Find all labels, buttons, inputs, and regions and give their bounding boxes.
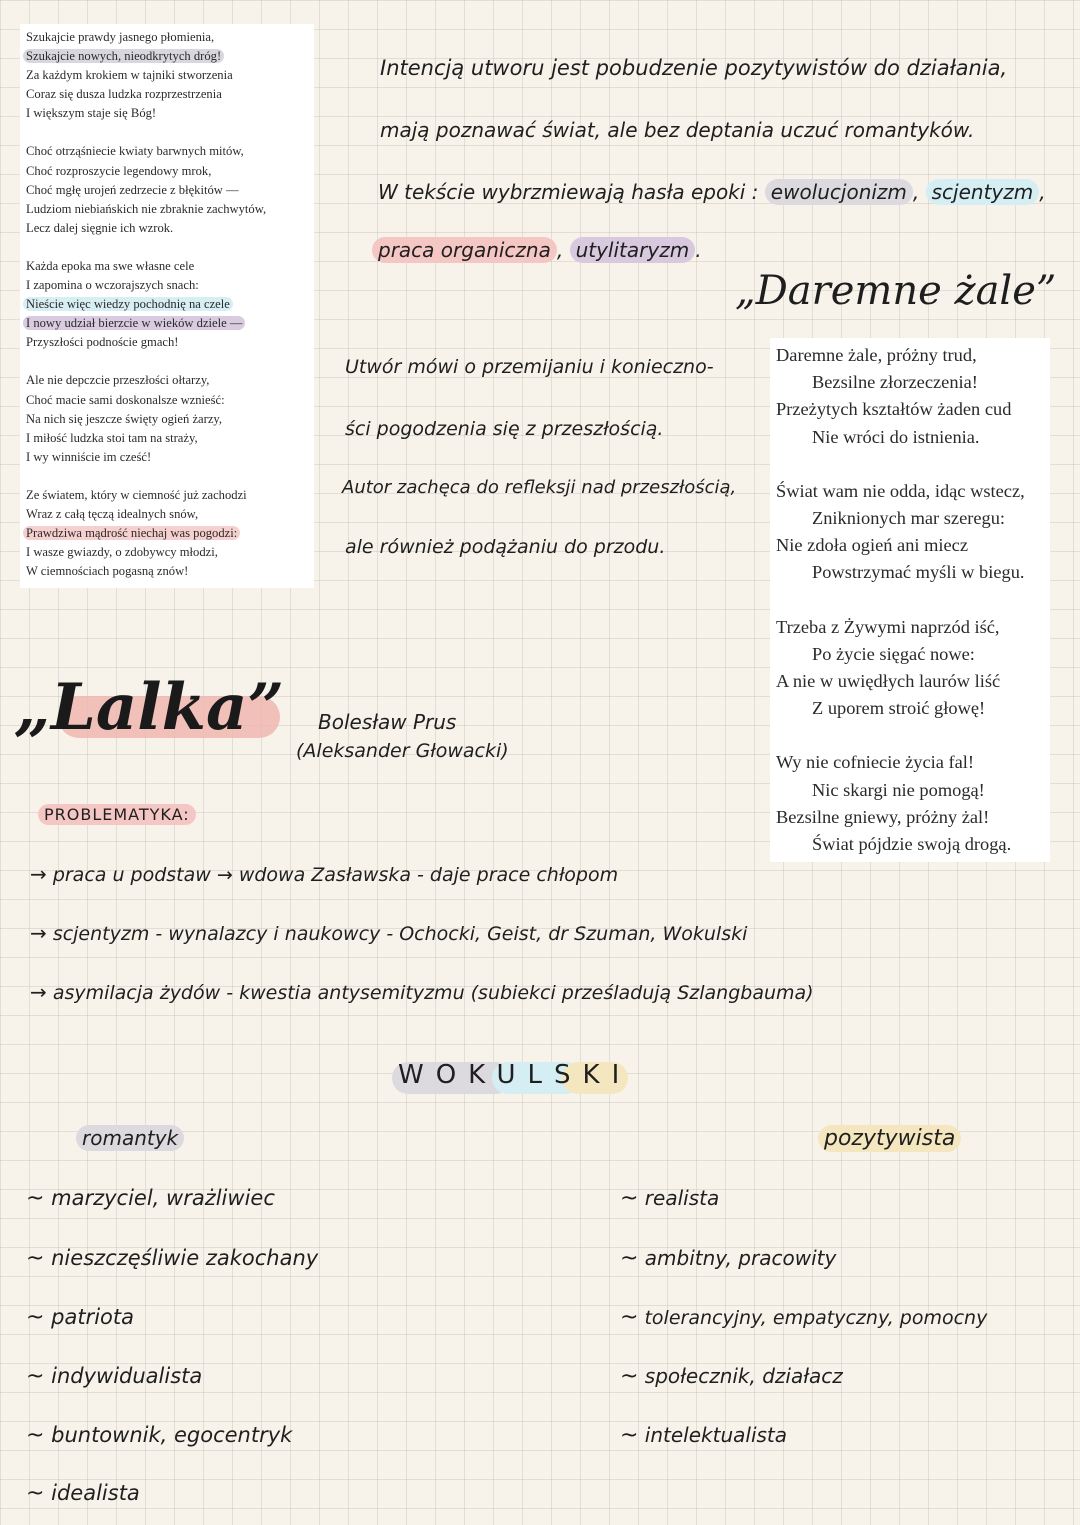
problematyka-label — [38, 805, 196, 824]
poem-left — [20, 24, 314, 588]
tilde-bullet-icon: ~ — [26, 1246, 45, 1271]
poem-line: Coraz się dusza ludzka rozprzestrzenia — [26, 87, 222, 102]
daremne-note-3: Autor zachęca do refleksji nad przeszłością, — [342, 477, 737, 498]
intro-line-3: W tekście wybrzmiewają hasła epoki : ewolucjonizm , scjentyzm , — [378, 180, 1046, 204]
poem-line-highlighted: I nowy udział bierzcie w wieków dziele — — [23, 316, 245, 330]
arrow-right-icon: → — [30, 921, 47, 945]
list-item-text: patriota — [51, 1305, 134, 1329]
poem-line: Ale nie depczcie przeszłości ołtarzy, — [26, 373, 210, 388]
daremne-title: „Daremne żale” — [735, 268, 1057, 314]
poem-line-highlighted: Nieście więc wiedzy pochodnię na czele — [23, 297, 233, 311]
list-item-text: realista — [644, 1186, 720, 1210]
poem-line: A nie w uwiędłych laurów liść — [776, 671, 1001, 692]
romantyk-item-2 — [26, 1246, 318, 1271]
poem-left-stanza-3 — [26, 257, 308, 352]
poem-line: Ludziom niebiańskich nie zbraknie zachwytów, — [26, 201, 267, 216]
poem-line: Każda epoka ma swe własne cele — [26, 258, 195, 273]
poem-line: Świat pójdzie swoją drogą. — [812, 834, 1012, 855]
pozytywista-item-3 — [620, 1305, 987, 1330]
poem-line: Nie wróci do istnienia. — [812, 426, 980, 447]
daremne-note-2: ści pogodzenia się z przeszłością. — [345, 418, 664, 440]
problem-item-2 — [30, 921, 747, 945]
poem-line: Szukajcie prawdy jasnego płomienia, — [26, 30, 215, 44]
list-item-text: nieszczęśliwie zakochany — [51, 1246, 319, 1270]
poem-line: I większym staje się Bóg! — [26, 106, 157, 121]
poem-line: Nie zdoła ogień ani miecz — [776, 535, 968, 556]
pozytywista-label — [818, 1126, 961, 1151]
list-item-text: społecznik, działacz — [644, 1364, 843, 1388]
intro-line-1: Intencją utworu jest pobudzenie pozytywistów do działania, — [380, 56, 1008, 80]
poem-line: Wraz z całą tęczą idealnych snów, — [26, 506, 199, 521]
poem-line: Z uporem stroić głowę! — [812, 698, 986, 719]
poem-line: I wy winniście im cześć! — [26, 449, 152, 464]
arrow-right-icon: → — [30, 862, 47, 886]
poem-line: Ze światem, który w ciemność już zachodzi — [26, 487, 247, 502]
list-item-text: ambitny, pracowity — [644, 1246, 837, 1270]
romantyk-label-text: romantyk — [76, 1125, 184, 1151]
problem-item-text: asymilacja żydów - kwestia antysemityzmu (subiekci prześladują Szlangbauma) — [52, 982, 814, 1004]
tilde-bullet-icon: ~ — [26, 1186, 45, 1211]
poem-line: W ciemnościach pogasną znów! — [26, 564, 189, 579]
poem-right-stanza-3 — [776, 614, 1044, 723]
tag-ewolucjonizm: ewolucjonizm — [765, 179, 913, 205]
poem-line: I miłość ludzka stoi tam na straży, — [26, 430, 198, 445]
problem-item-text: praca u podstaw → wdowa Zasławska - daje prace chłopom — [52, 864, 619, 886]
pozytywista-item-2 — [620, 1246, 836, 1271]
poem-line: I zapomina o wczorajszych snach: — [26, 278, 199, 293]
list-item-text: tolerancyjny, empatyczny, pomocny — [644, 1307, 988, 1329]
poem-line: Trzeba z Żywymi naprzód iść, — [776, 616, 1000, 637]
poem-line: Przyszłości podnoście gmach! — [26, 335, 179, 350]
poem-line: Świat wam nie odda, idąc wstecz, — [776, 480, 1025, 501]
lalka-author: Bolesław Prus — [318, 710, 457, 734]
wokulski-title: WOKULSKI — [398, 1060, 632, 1090]
tilde-bullet-icon: ~ — [26, 1481, 45, 1506]
daremne-note-1: Utwór mówi o przemijaniu i konieczno- — [345, 356, 714, 378]
poem-line: Za każdym krokiem w tajniki stworzenia — [26, 68, 233, 83]
poem-right-stanza-2 — [776, 478, 1044, 587]
poem-line: Przeżytych kształtów żaden cud — [776, 399, 1012, 420]
tilde-bullet-icon: ~ — [26, 1305, 45, 1330]
list-item-text: buntownik, egocentryk — [51, 1423, 293, 1447]
tilde-bullet-icon: ~ — [26, 1364, 45, 1389]
list-item-text: indywidualista — [51, 1364, 203, 1388]
poem-line: I wasze gwiazdy, o zdobywcy młodzi, — [26, 545, 218, 560]
poem-left-stanza-1 — [26, 28, 308, 123]
poem-right-stanza-1 — [776, 342, 1044, 451]
poem-line: Choć rozproszycie legendowy mrok, — [26, 163, 212, 178]
intro-line-4: praca organiczna , utylitaryzm . — [372, 238, 702, 262]
tag-scjentyzm: scjentyzm — [926, 179, 1040, 205]
poem-line-highlighted: Prawdziwa mądrość niechaj was pogodzi: — [23, 526, 240, 540]
poem-line: Wy nie cofniecie życia fal! — [776, 752, 975, 773]
poem-line: Lecz dalej sięgnie ich wzrok. — [26, 220, 174, 235]
problem-item-text: scjentyzm - wynalazcy i naukowcy - Ochocki, Geist, dr Szuman, Wokulski — [52, 923, 748, 945]
intro-line-3-prefix: W tekście wybrzmiewają hasła epoki : — [378, 180, 759, 204]
poem-line: Na nich się jeszcze święty ogień żarzy, — [26, 411, 223, 426]
tag-praca-organiczna: praca organiczna — [372, 237, 557, 263]
poem-line: Daremne żale, próżny trud, — [776, 345, 977, 365]
pozytywista-item-4 — [620, 1364, 843, 1389]
problematyka-label-text: PROBLEMATYKA: — [38, 804, 196, 825]
daremne-note-4: ale również podążaniu do przodu. — [345, 536, 666, 558]
pozytywista-item-5 — [620, 1423, 787, 1448]
poem-line: Po życie sięgać nowe: — [812, 643, 975, 664]
tilde-bullet-icon: ~ — [620, 1423, 639, 1448]
poem-line: Nic skargi nie pomogą! — [812, 779, 985, 800]
poem-line: Bezsilne złorzeczenia! — [812, 372, 978, 393]
list-item-text: marzyciel, wrażliwiec — [51, 1186, 275, 1210]
poem-line-highlighted: Szukajcie nowych, nieodkrytych dróg! — [23, 49, 224, 63]
tilde-bullet-icon: ~ — [620, 1305, 639, 1330]
poem-line: Choć macie sami doskonalsze wznieść: — [26, 392, 225, 407]
arrow-right-icon: → — [30, 980, 47, 1004]
poem-right — [770, 338, 1050, 862]
poem-line: Bezsilne gniewy, próżny żal! — [776, 806, 990, 827]
tag-utylitaryzm: utylitaryzm — [570, 237, 696, 263]
list-item-text: intelektualista — [644, 1423, 788, 1447]
pozytywista-label-text: pozytywista — [818, 1125, 961, 1152]
romantyk-label — [76, 1126, 184, 1150]
poem-left-stanza-4 — [26, 371, 308, 466]
poem-line: Choć otrząśniecie kwiaty barwnych mitów, — [26, 144, 244, 159]
poem-right-stanza-4 — [776, 749, 1044, 858]
problem-item-1 — [30, 862, 618, 886]
poem-line: Choć mgłę urojeń zedrzecie z błękitów — — [26, 182, 239, 197]
tilde-bullet-icon: ~ — [26, 1423, 45, 1448]
poem-line: Powstrzymać myśli w biegu. — [812, 562, 1025, 583]
tilde-bullet-icon: ~ — [620, 1186, 639, 1211]
lalka-title: „Lalka” — [14, 670, 285, 745]
poem-left-stanza-5 — [26, 486, 308, 581]
romantyk-item-4 — [26, 1364, 202, 1389]
tilde-bullet-icon: ~ — [620, 1246, 639, 1271]
romantyk-item-6 — [26, 1481, 140, 1506]
lalka-author-real: (Aleksander Głowacki) — [296, 740, 509, 762]
intro-line-2: mają poznawać świat, ale bez deptania uczuć romantyków. — [380, 118, 975, 142]
romantyk-item-1 — [26, 1186, 275, 1211]
poem-left-stanza-2 — [26, 142, 308, 237]
pozytywista-item-1 — [620, 1186, 719, 1211]
tilde-bullet-icon: ~ — [620, 1364, 639, 1389]
poem-line: Zniknionych mar szeregu: — [812, 508, 1006, 529]
romantyk-item-5 — [26, 1423, 292, 1448]
list-item-text: idealista — [51, 1481, 140, 1505]
romantyk-item-3 — [26, 1305, 134, 1330]
problem-item-3 — [30, 980, 814, 1004]
